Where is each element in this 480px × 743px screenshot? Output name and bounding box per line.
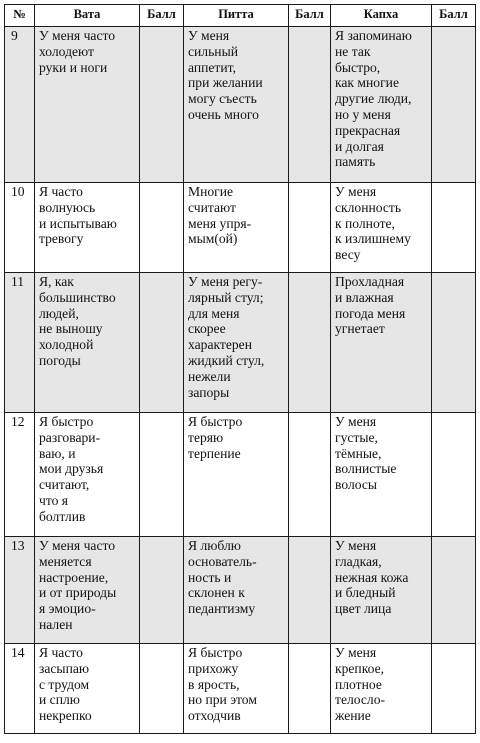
header-vata: Вата: [35, 5, 140, 27]
kapha-statement: Я запоминаю не так быстро, как многие другие люди, но у меня прекрасная и долгая память: [331, 27, 432, 183]
kapha-score-cell[interactable]: [432, 273, 476, 413]
kapha-score-cell[interactable]: [432, 183, 476, 273]
vata-score-cell[interactable]: [140, 413, 184, 537]
vata-score-cell[interactable]: [140, 644, 184, 734]
vata-statement: Я часто волнуюсь и испытываю тревогу: [35, 183, 140, 273]
header-row: [5, 5, 476, 27]
header-score-vata: Балл: [140, 5, 184, 27]
table-row: [5, 183, 476, 273]
kapha-score-cell[interactable]: [432, 27, 476, 183]
kapha-score-cell[interactable]: [432, 413, 476, 537]
pitta-statement: Я люблю основатель- ность и склонен к педантизму: [184, 537, 289, 644]
dosha-questionnaire-table: [4, 4, 476, 734]
kapha-score-cell[interactable]: [432, 644, 476, 734]
table-row: [5, 273, 476, 413]
vata-statement: Я часто засыпаю с трудом и сплю некрепко: [35, 644, 140, 734]
vata-score-cell[interactable]: [140, 537, 184, 644]
header-score-pitta: Балл: [289, 5, 331, 27]
pitta-score-cell[interactable]: [289, 273, 331, 413]
kapha-statement: У меня крепкое, плотное телосло- жение: [331, 644, 432, 734]
pitta-score-cell[interactable]: [289, 413, 331, 537]
kapha-statement: У меня склонность к полноте, к излишнему весу: [331, 183, 432, 273]
vata-statement: У меня часто меняется настроение, и от природы я эмоцио- нален: [35, 537, 140, 644]
row-number: 12: [5, 413, 35, 537]
pitta-statement: У меня регу- лярный стул; для меня скорее характерен жидкий стул, нежели запоры: [184, 273, 289, 413]
table-row: [5, 413, 476, 537]
pitta-score-cell[interactable]: [289, 537, 331, 644]
row-number: 9: [5, 27, 35, 183]
vata-score-cell[interactable]: [140, 183, 184, 273]
kapha-statement: У меня гладкая, нежная кожа и бледный цвет лица: [331, 537, 432, 644]
kapha-score-cell[interactable]: [432, 537, 476, 644]
kapha-statement: Прохладная и влажная погода меня угнетает: [331, 273, 432, 413]
pitta-statement: Многие считают меня упря- мым(ой): [184, 183, 289, 273]
vata-statement: Я, как большинство людей, не выношу холодной погоды: [35, 273, 140, 413]
pitta-score-cell[interactable]: [289, 644, 331, 734]
row-number: 14: [5, 644, 35, 734]
pitta-statement: Я быстро теряю терпение: [184, 413, 289, 537]
pitta-statement: У меня сильный аппетит, при желании могу съесть очень много: [184, 27, 289, 183]
row-number: 13: [5, 537, 35, 644]
table-row: [5, 27, 476, 183]
header-score-kapha: Балл: [432, 5, 476, 27]
vata-statement: У меня часто холодеют руки и ноги: [35, 27, 140, 183]
kapha-statement: У меня густые, тёмные, волнистые волосы: [331, 413, 432, 537]
pitta-statement: Я быстро прихожу в ярость, но при этом отходчив: [184, 644, 289, 734]
table-row: [5, 537, 476, 644]
header-pitta: Питта: [184, 5, 289, 27]
header-kapha: Капха: [331, 5, 432, 27]
header-number: №: [5, 5, 35, 27]
vata-score-cell[interactable]: [140, 273, 184, 413]
pitta-score-cell[interactable]: [289, 183, 331, 273]
vata-statement: Я быстро разговари- ваю, и мои друзья считают, что я болтлив: [35, 413, 140, 537]
pitta-score-cell[interactable]: [289, 27, 331, 183]
vata-score-cell[interactable]: [140, 27, 184, 183]
row-number: 10: [5, 183, 35, 273]
row-number: 11: [5, 273, 35, 413]
table-row: [5, 644, 476, 734]
